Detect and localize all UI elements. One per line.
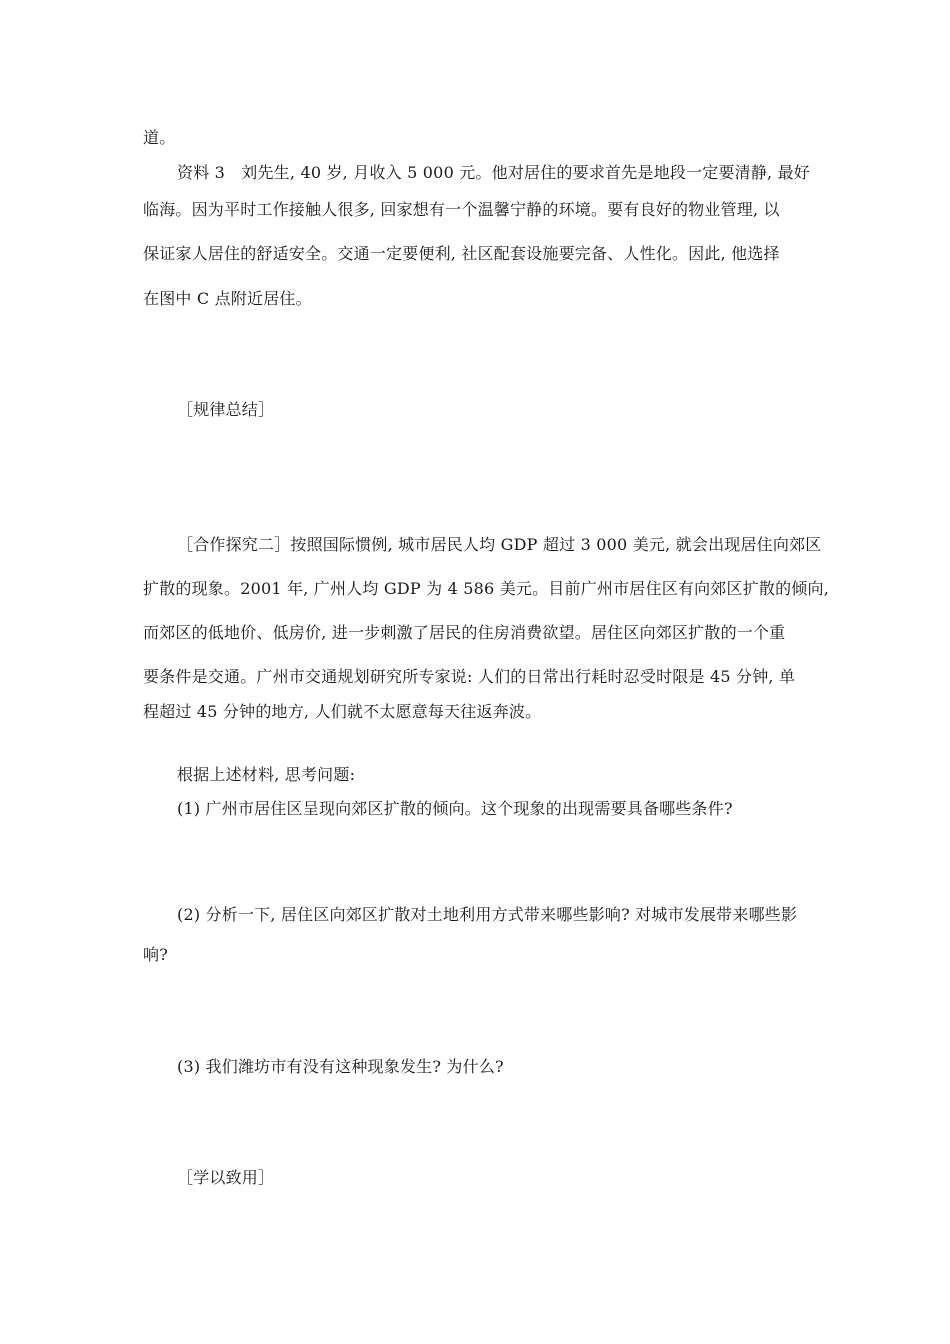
text-line: 而郊区的低地价、低房价, 进一步刺激了居民的住房消费欲望。居住区向郊区扩散的一个重 — [143, 623, 786, 642]
section-heading-rule-summary: ［规律总结］ — [177, 400, 275, 419]
text-line: 临海。因为平时工作接触人很多, 回家想有一个温馨宁静的环境。要有良好的物业管理, 以 — [143, 200, 780, 219]
text-line: 在图中 C 点附近居住。 — [143, 289, 312, 308]
question-2: (2) 分析一下, 居住区向郊区扩散对土地利用方式带来哪些影响? 对城市发展带来哪些影 — [177, 905, 798, 924]
text-line: 程超过 45 分钟的地方, 人们就不太愿意每天往返奔波。 — [143, 702, 542, 721]
question-3: (3) 我们潍坊市有没有这种现象发生? 为什么? — [177, 1057, 504, 1076]
text-line: 道。 — [143, 128, 176, 147]
cooperative-inquiry-2-text: ［合作探究二］按照国际惯例, 城市居民人均 GDP 超过 3 000 美元, 就会出现居住向郊区 — [177, 535, 822, 554]
material-3-text: 资料 3 刘先生, 40 岁, 月收入 5 000 元。他对居住的要求首先是地段一定要清静, 最好 — [177, 163, 811, 182]
text-line: 要条件是交通。广州市交通规划研究所专家说: 人们的日常出行耗时忍受时限是 45 分钟, 单 — [143, 667, 796, 686]
question-2-continued: 响? — [143, 945, 168, 964]
question-intro: 根据上述材料, 思考问题: — [177, 765, 356, 784]
text-line: 保证家人居住的舒适安全。交通一定要便利, 社区配套设施要完备、人性化。因此, 他选择 — [143, 244, 780, 263]
text-line: 扩散的现象。2001 年, 广州人均 GDP 为 4 586 美元。目前广州市居住区有向郊区扩散的倾向, — [143, 579, 829, 598]
question-1: (1) 广州市居住区呈现向郊区扩散的倾向。这个现象的出现需要具备哪些条件? — [177, 799, 733, 818]
section-heading-apply-learning: ［学以致用］ — [177, 1168, 275, 1187]
